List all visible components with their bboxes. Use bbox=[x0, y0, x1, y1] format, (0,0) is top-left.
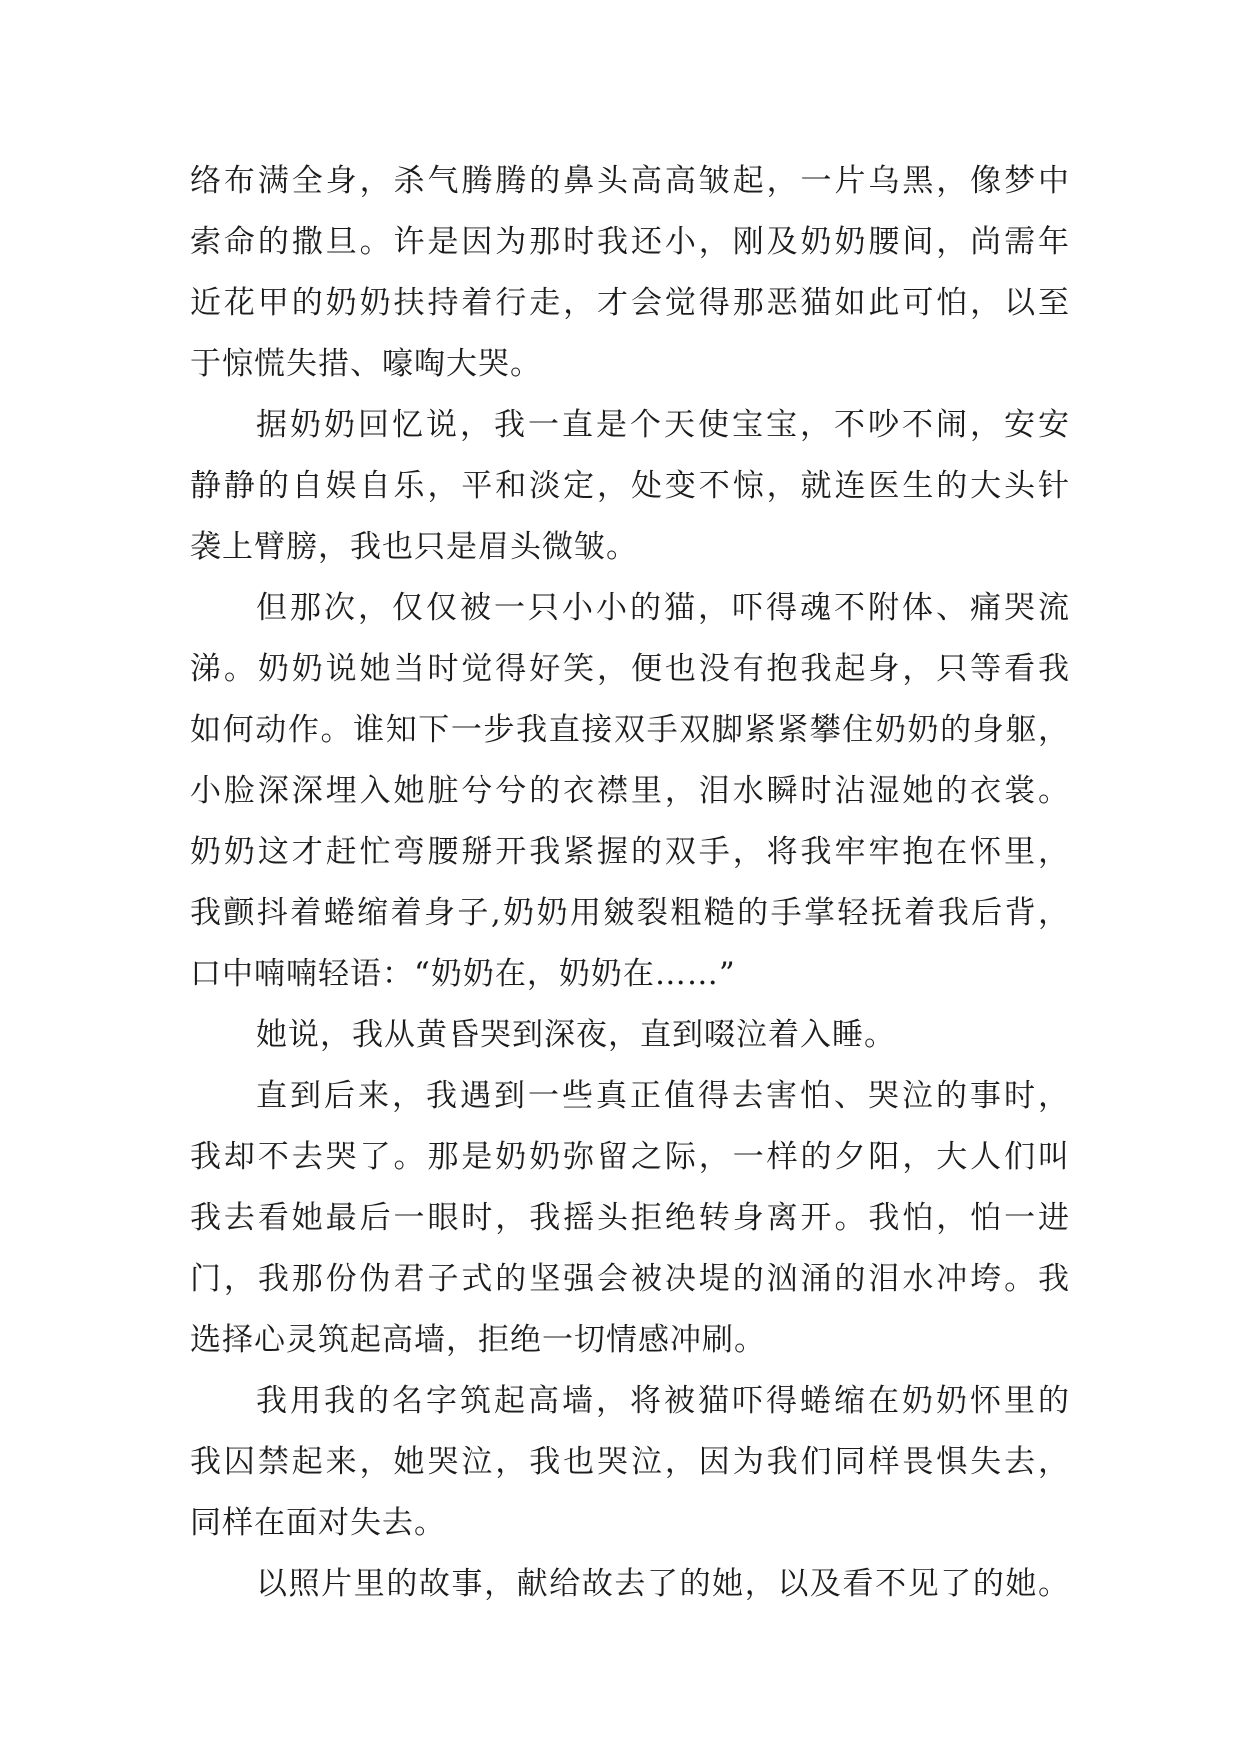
text-line: 我却不去哭了。那是奶奶弥留之际，一样的夕阳，大人们叫 bbox=[190, 1139, 1070, 1175]
text-line: 她说，我从黄昏哭到深夜，直到啜泣着入睡。 bbox=[256, 1017, 896, 1053]
text-line: 据奶奶回忆说，我一直是个天使宝宝，不吵不闹，安安 bbox=[256, 407, 1070, 443]
text-line: 我囚禁起来，她哭泣，我也哭泣，因为我们同样畏惧失去， bbox=[190, 1444, 1070, 1480]
text-line: 我颤抖着蜷缩着身子,奶奶用皴裂粗糙的手掌轻抚着我后背， bbox=[190, 895, 1070, 931]
text-line: 我去看她最后一眼时，我摇头拒绝转身离开。我怕，怕一进 bbox=[190, 1200, 1070, 1236]
text-line: 袭上臂膀，我也只是眉头微皱。 bbox=[190, 529, 638, 565]
text-line: 口中喃喃轻语：“奶奶在，奶奶在……” bbox=[190, 956, 736, 992]
text-line: 于惊慌失措、嚎啕大哭。 bbox=[190, 346, 542, 382]
text-line: 奶奶这才赶忙弯腰掰开我紧握的双手，将我牢牢抱在怀里， bbox=[190, 834, 1070, 870]
text-line: 同样在面对失去。 bbox=[190, 1505, 446, 1541]
text-line: 如何动作。谁知下一步我直接双手双脚紧紧攀住奶奶的身躯， bbox=[190, 712, 1070, 748]
text-line: 选择心灵筑起高墙，拒绝一切情感冲刷。 bbox=[190, 1322, 766, 1358]
text-line: 静静的自娱自乐，平和淡定，处变不惊，就连医生的大头针 bbox=[190, 468, 1070, 504]
text-line: 涕。奶奶说她当时觉得好笑，便也没有抱我起身，只等看我 bbox=[190, 651, 1070, 687]
text-line: 近花甲的奶奶扶持着行走，才会觉得那恶猫如此可怕，以至 bbox=[190, 285, 1070, 321]
text-line: 直到后来，我遇到一些真正值得去害怕、哭泣的事时， bbox=[256, 1078, 1070, 1114]
text-line: 门，我那份伪君子式的坚强会被决堤的汹涌的泪水冲垮。我 bbox=[190, 1261, 1070, 1297]
text-line: 络布满全身，杀气腾腾的鼻头高高皱起，一片乌黑，像梦中 bbox=[190, 163, 1070, 199]
text-line: 小脸深深埋入她脏兮兮的衣襟里，泪水瞬时沾湿她的衣裳。 bbox=[190, 773, 1070, 809]
text-line: 索命的撒旦。许是因为那时我还小，刚及奶奶腰间，尚需年 bbox=[190, 224, 1070, 260]
text-line: 以照片里的故事，献给故去了的她，以及看不见了的她。 bbox=[256, 1566, 1070, 1602]
text-line: 但那次，仅仅被一只小小的猫，吓得魂不附体、痛哭流 bbox=[256, 590, 1070, 626]
text-line: 我用我的名字筑起高墙，将被猫吓得蜷缩在奶奶怀里的 bbox=[256, 1383, 1070, 1419]
document-body bbox=[190, 158, 1070, 1622]
